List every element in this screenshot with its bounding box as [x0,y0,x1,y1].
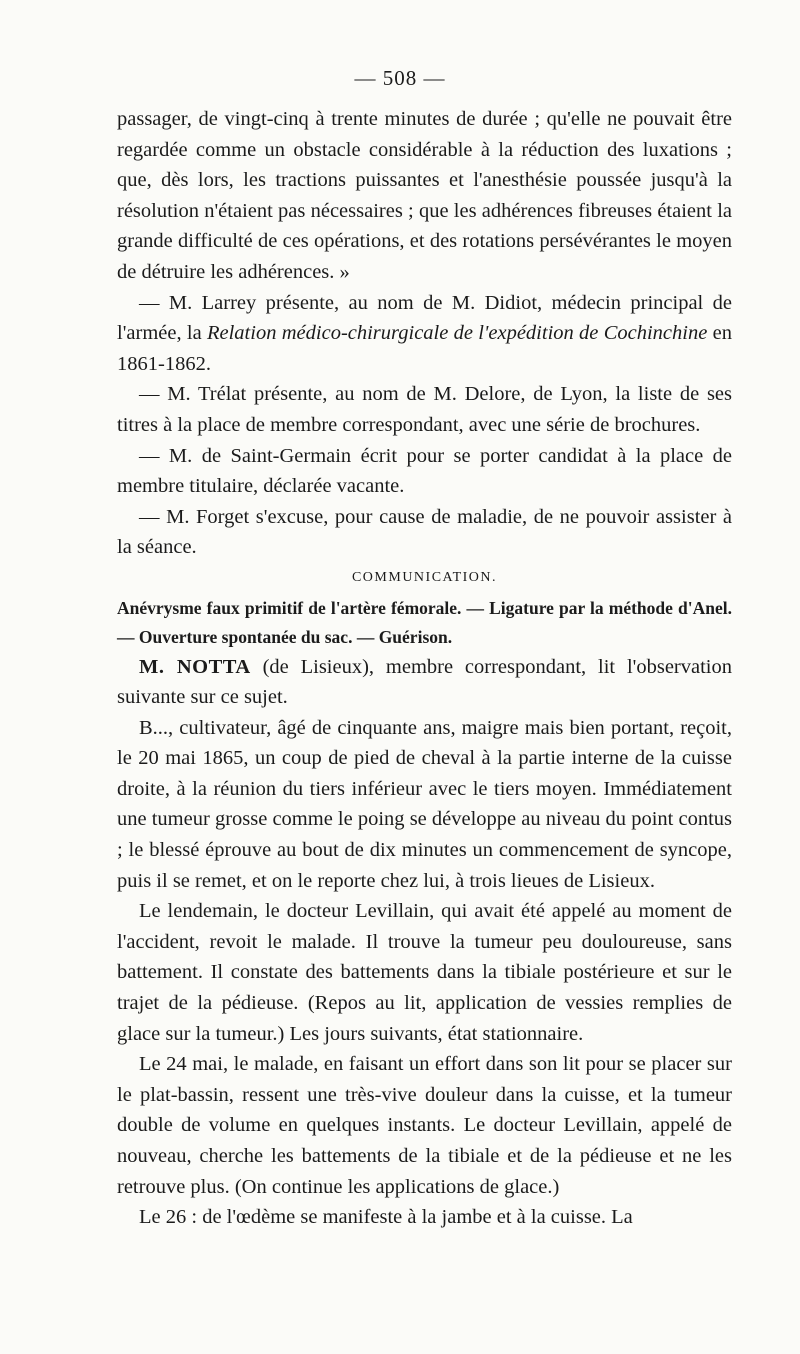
paragraph-case: B..., cultivateur, âgé de cinquante ans, maigre mais bien portant, reçoit, le 20 mai 1865, un coup de pied de cheval à la partie interne de la cuisse droite, à la réunion du tiers inférieur avec le tiers moyen. Immédiatement une tumeur grosse comme le poing se développe au niveau du point contus ; le blessé éprouve au bout de dix minutes un commencement de syncope, puis il se remet, et on le reporte chez lui, à trois lieues de Lisieux. [117,716,732,892]
section-heading: COMMUNICATION. [351,569,498,585]
book-title: Relation médico-chirurgicale de l'expédition de Cochinchine [206,322,708,345]
article-title: Anévrysme faux primitif de l'artère fémorale. — Ligature par la méthode d'Anel. — Ouverture spontanée du sac. — Guérison. [117,597,732,647]
paragraph-saint-germain: — M. de Saint-Germain écrit pour se porter candidat à la place de membre titulaire, déclarée vacante. [117,444,732,498]
page-number: — 508 — [354,66,446,90]
body-text [117,104,732,1233]
paragraph-forget: — M. Forget s'excuse, pour cause de maladie, de ne pouvoir assister à la séance. [117,505,732,559]
paragraph-continuation: passager, de vingt-cinq à trente minutes de durée ; qu'elle ne pouvait être regardée comme un obstacle considérable à la réduction des luxations ; que, dès lors, les tractions puissantes et l'anesthésie poussée jusqu'à la résolution n'étaient pas nécessaires ; que les adhérences fibreuses étaient la grande difficulté de ces opérations, et des rotations persévérantes le moyen de détruire les adhérences. » [117,108,732,283]
paragraph-larrey-date: en 1861-1862. [117,322,732,375]
paragraph-trelat: — M. Trélat présente, au nom de M. Delore, de Lyon, la liste de ses titres à la place de membre correspondant, avec une série de brochures. [117,383,732,436]
paragraph-may-24: Le 24 mai, le malade, en faisant un effort dans son lit pour se placer sur le plat-bassin, ressent une très-vive douleur dans la cuisse, et la tumeur double de volume en quelques instants. Le docteur Levillain, appelé de nouveau, cherche les battements de la tibiale et de la pédieuse et ne les retrouve plus. (On continue les applications de glace.) [117,1053,732,1198]
author-name: M. NOTTA [139,655,251,678]
paragraph-notta-text: (de Lisieux), membre correspondant, lit l'observation suivante sur ce sujet. [117,655,732,709]
paragraph-next-day: Le lendemain, le docteur Levillain, qui avait été appelé au moment de l'accident, revoit le malade. Il trouve la tumeur peu douloureuse, sans battement. Il constate des battements dans la tibiale postérieure et sur le trajet de la pédieuse. (Repos au lit, application de vessies remplies de glace sur la tumeur.) Les jours suivants, état stationnaire. [117,900,732,1045]
paragraph-larrey [117,288,732,380]
paragraph-may-26: Le 26 : de l'œdème se manifeste à la jambe et à la cuisse. La [139,1206,633,1229]
paragraph-larrey-text: — M. Larrey présente, au nom de M. Didiot, médecin principal de l'armée, la [117,291,732,345]
paragraph-notta [117,652,732,713]
